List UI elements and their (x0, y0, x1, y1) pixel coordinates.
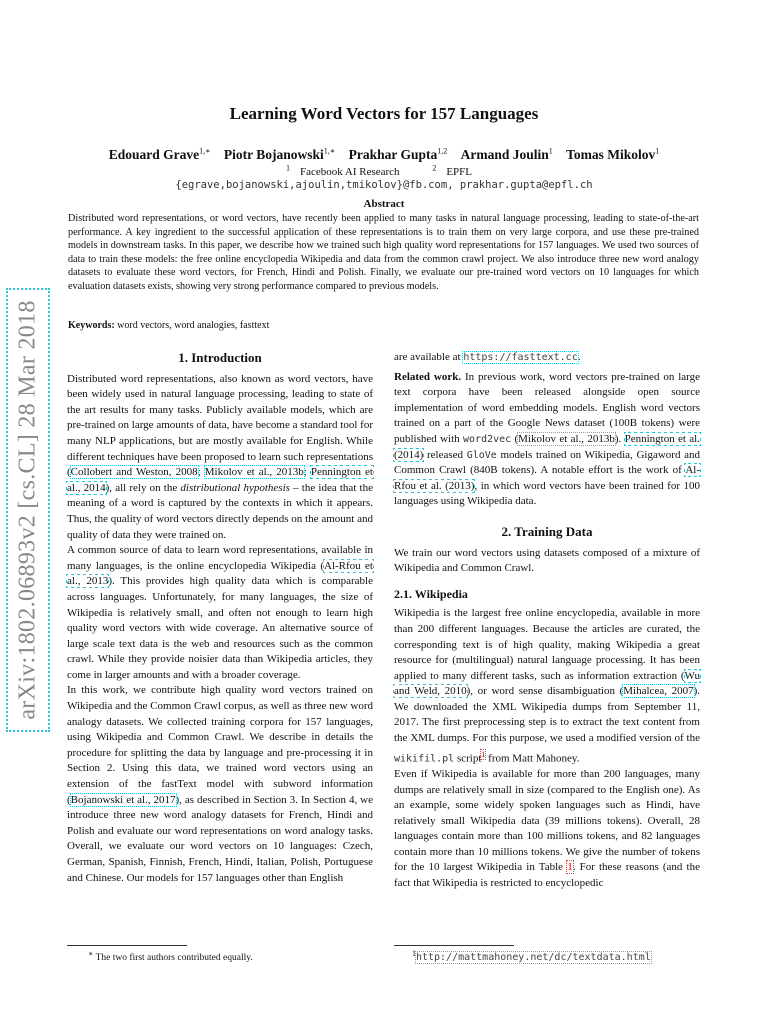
keywords-label: Keywords: (68, 320, 115, 331)
author: Prakhar Gupta$^{1,2}$ (348, 146, 448, 162)
footnote-marker[interactable]: 1 (481, 749, 486, 759)
intro-paragraph-1: Distributed word representations, also known as word vectors, have been widely used in natural language processing, leading to state of the art results for many tasks. Publicly available models, which are pre-trained on large amounts of data, have become a standard tool for many NLP applications, but are mostly available for English. While different techniques have been proposed to learn such representations (Collobert and Weston, 2008; Mikolov et al., 2013b; Pennington et al., 2014), all rely on the distributional hypothesis – the idea that the meaning of a word is captured by the contexts in which it appears. Thus, the quality of word vectors directly depends on the amount and quality of data they were trained on. (67, 372, 373, 541)
author: Tomas Mikolov$^1$ (566, 146, 660, 162)
author-emails: {egrave,bojanowski,ajoulin,tmikolov}@fb.com, prakhar.gupta@epfl.ch (175, 179, 593, 191)
citation-link[interactable]: Mihalcea, 2007 (623, 685, 694, 698)
intro-continuation: are available at https://fasttext.cc. (394, 351, 581, 363)
subsection-heading-wikipedia: 2.1. Wikipedia (394, 586, 468, 601)
footnote-url: $^1$http://mattmahoney.net/dc/textdata.html (412, 949, 651, 964)
left-column (67, 350, 373, 886)
intro-paragraph-3: In this work, we contribute high quality word vectors trained on Wikipedia and the Common Crawl corpus, as well as three new word analogy datasets. We collected training corpora for 157 languages, using Wikipedia and Common Crawl. We describe in details the procedure for splitting the data by language and pre-processing it in Section 2. Using this data, we trained word vectors using an extension of the fastText model with subword information (Bojanowski et al., 2017), as described in Section 3. In Section 4, we introduce three new word analogy datasets for French, Hindi and Polish and evaluate our word representations on word analogy tasks. Overall, we evaluate our word vectors on 10 languages: Czech, German, Spanish, Finnish, French, Hindi, Italian, Polish, Portuguese and Chinese. Our models for 157 languages other than English (67, 684, 373, 884)
related-work-heading: Related work. (394, 370, 462, 383)
table-reference-link[interactable]: 1 (567, 861, 573, 874)
affiliation: $^2$ EPFL (432, 163, 472, 178)
abstract-heading: Abstract (363, 198, 405, 210)
wikipedia-paragraph-1: Wikipedia is the largest free online encyclopedia, available in more than 200 different languages. Because the articles are curated, the corresponding text is of high quality, making Wikipedia a great resource for (multilingual) natural language processing. It has been applied to many different tasks, such as information extraction (Wu and Weld, 2010), or word sense disambiguation (Mihalcea, 2007). We downloaded the XML Wikipedia dumps from September 11, 2017. The first preprocessing step is to extract the text content from the XML dumps. For this purpose, we used a modified version of the wikifil.pl script$^1$ from Matt Mahoney. (394, 607, 701, 765)
affiliation: $^1$ Facebook AI Research (285, 163, 400, 178)
keywords (68, 320, 269, 331)
author: Armand Joulin$^1$ (460, 146, 553, 162)
paper-title: Learning Word Vectors for 157 Languages (229, 104, 539, 123)
citation-link[interactable]: Pennington et al., 2014 (67, 466, 373, 494)
fasttext-link[interactable]: https://fasttext.cc (463, 352, 578, 363)
citation-link[interactable]: Wu and Weld, 2010 (394, 669, 700, 698)
arxiv-stamp[interactable] (8, 290, 48, 730)
author: Piotr Bojanowski$^{1,∗}$ (223, 146, 336, 162)
right-column (394, 350, 700, 892)
citation-link[interactable]: Collobert and Weston, 2008 (70, 466, 198, 479)
footnote-equal-contribution: ∗ The two first authors contributed equally. (88, 949, 253, 964)
author-list (0, 146, 768, 163)
citation-link[interactable]: Al-Rfou et al. (2013) (394, 464, 700, 492)
citation-link[interactable]: Mikolov et al., 2013b (204, 466, 304, 479)
footnote-rule (394, 945, 514, 946)
citation-link[interactable]: Pennington et al. (2014) (394, 432, 700, 461)
wikipedia-paragraph-2: Even if Wikipedia is available for more than 200 languages, many dumps are relatively small in size (compared to the English one). As an example, some widely spoken languages such as Hindi, have relatively small Wikipedia data (39 millions tokens). Overall, 28 languages contain more than 100 millions tokens, and 82 languages contain more than 10 millions tokens. We give the number of tokens for the 10 largest Wikipedia in Table 1. For these reasons (and the fact that Wikipedia is restricted to encyclopedic (394, 767, 700, 890)
section-heading-training-data: 2. Training Data (501, 523, 593, 539)
citation-link[interactable]: Mikolov et al., 2013b (518, 432, 615, 445)
intro-paragraph-2: A common source of data to learn word representations, available in many languages, is the online encyclopedia Wikipedia (Al-Rfou et al., 2013). This provides high quality data which is comparable across languages. Unfortunately, for many languages, the size of Wikipedia is relatively small, and often not enough to learn high quality word vectors with wide coverage. An alternative source of large scale text data is the web and resources such as the common crawl. While they provide noisier data than Wikipedia articles, they come in larger amounts and with a broader coverage. (67, 544, 373, 681)
training-paragraph: We train our word vectors using datasets composed of a mixture of Wikipedia and Common Crawl. (394, 546, 700, 575)
abstract-text: Distributed word representations, or word vectors, have recently been applied to many tasks in natural language processing, leading to state-of-the-art performance. A key ingredient to the successful application of these representations is to train them on very large corpora, and use these pre-trained models in downstream tasks. In this paper, we describe how we trained such high quality word representations for 157 languages. We used two sources of data to train these models: the free online encyclopedia Wikipedia and data from the common crawl project. We also introduce three new word analogy datasets to evaluate these word vectors, for French, Hindi and Polish. Finally, we evaluate our pre-trained word vectors on 10 languages for which evaluation datasets exists, showing very strong performance compared to previous models. (68, 213, 699, 292)
author: Edouard Grave$^{1,∗}$ (108, 146, 211, 162)
arxiv-id: arXiv:1802.06893v2 [cs.CL] 28 Mar 2018 (14, 300, 41, 720)
affiliations (0, 163, 768, 178)
section-heading-introduction: 1. Introduction (178, 350, 262, 365)
mattmahoney-link[interactable]: http://mattmahoney.net/dc/textdata.html (415, 952, 651, 964)
citation-link[interactable]: Bojanowski et al., 2017 (70, 793, 176, 806)
related-work-paragraph: Related work. In previous work, word vectors pre-trained on large text corpora have been released alongside open source implementation of word embedding models. English word vectors trained on a part of the Google News dataset (100B tokens) were published with word2vec (Mikolov et al., 2013b). Pennington et al. (2014) released GloVe models trained on Wikipedia, Gigaword and Common Crawl (840B tokens). A notable effort is the work of Al-Rfou et al. (2013), in which word vectors have been trained for 100 languages using Wikipedia data. (394, 370, 700, 508)
citation-link[interactable]: Al-Rfou et al., 2013 (67, 559, 373, 588)
footnote-rule (67, 945, 187, 946)
keywords-text: word vectors, word analogies, fasttext (117, 320, 270, 331)
